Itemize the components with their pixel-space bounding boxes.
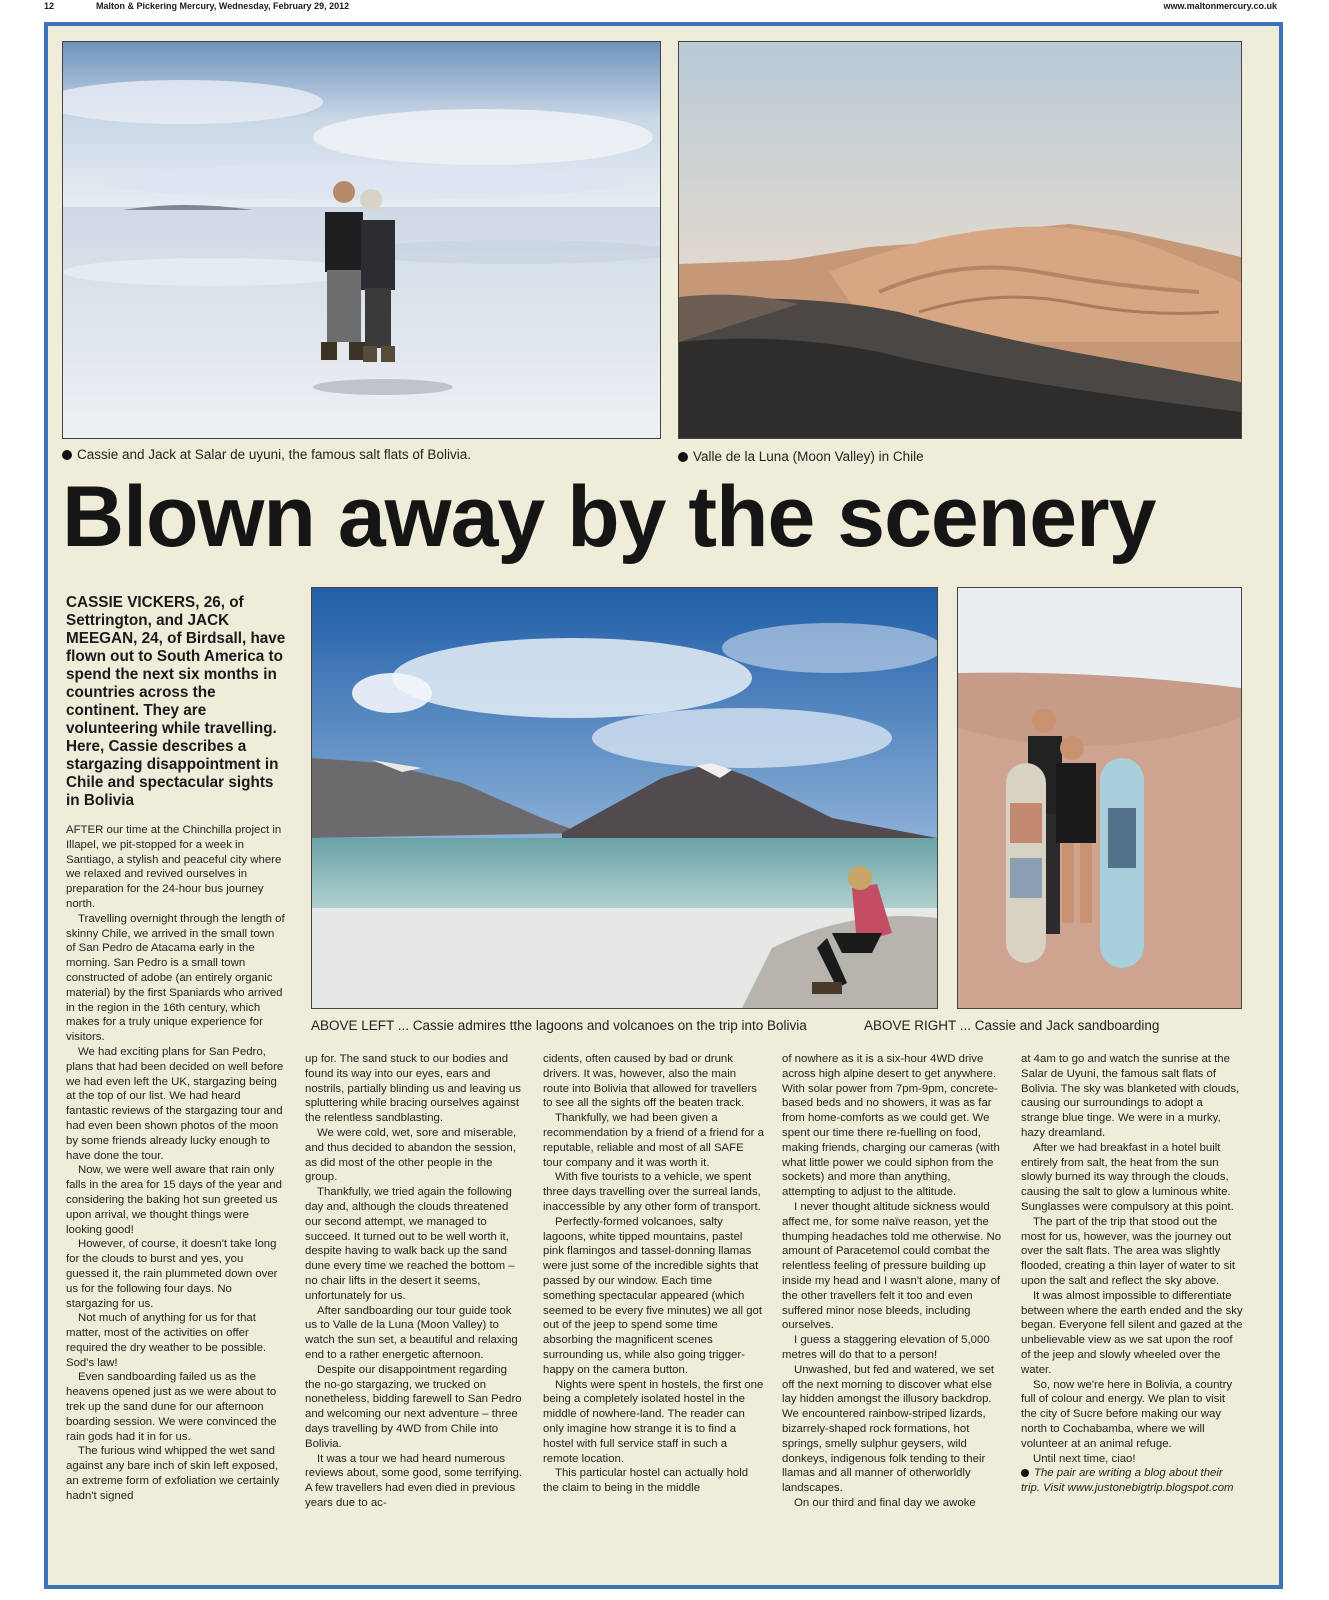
paragraph: cidents, often caused by bad or drunk drivers. It was, however, also the main route into Bolivia that allowed for travellers to see all the sights off the beaten track. bbox=[543, 1053, 757, 1110]
publication-dateline: Malton & Pickering Mercury, Wednesday, February 29, 2012 bbox=[96, 1, 350, 11]
article-column-2 bbox=[305, 1052, 525, 1511]
website-url: www.maltonmercury.co.uk bbox=[1163, 1, 1277, 11]
caption-bullet-icon bbox=[62, 450, 72, 460]
paragraph: up for. The sand stuck to our bodies and found its way into our eyes, ears and nostrils, partially blinding us and leaving us spluttering while bracing ourselves against the relentless sandblasting. bbox=[305, 1053, 521, 1125]
paragraph: The part of the trip that stood out the most for us, however, was the journey out over the salt flats. The area was slightly flooded, creating a thin layer of water to sit upon the salt and reflect the sky above. bbox=[1021, 1215, 1236, 1287]
paragraph: Now, we were well aware that rain only falls in the area for 15 days of the year and considering the baking hot sun greeted us upon arrival, we thought things were looking good! bbox=[66, 1164, 282, 1236]
photo-lagoon-volcano bbox=[311, 587, 938, 1009]
paragraph: It was a tour we had heard numerous reviews about, some good, some terrifying. A few travellers had even died in previous years due to ac- bbox=[305, 1452, 523, 1509]
paragraph: We had exciting plans for San Pedro, plans that had been decided on well before we had even left the UK, stargazing being at the top of our list. We had heard fantastic reviews of the stargazing tour and had even been shown photos of the moon by some friends already lucky enough to have done the tour. bbox=[66, 1045, 284, 1162]
article-column-5 bbox=[1021, 1052, 1243, 1496]
photo-salt-flats bbox=[62, 41, 661, 439]
paragraph: I guess a staggering elevation of 5,000 metres will do that to a person! bbox=[782, 1334, 990, 1361]
paragraph: Travelling overnight through the length of skinny Chile, we arrived in the small town of San Pedro de Atacama early in the morning. San Pedro is a small town constructed of adobe (an entirely organic material) by the first Spaniards who arrived in the region in the 16th century, which makes for a truly unique experience for visitors. bbox=[66, 912, 285, 1044]
paragraph: However, of course, it doesn't take long for the clouds to burst and yes, you guessed it, the rain plummeted down over us for the following four days. No stargazing for us. bbox=[66, 1238, 278, 1310]
paragraph: After we had breakfast in a hotel built entirely from salt, the heat from the sun slowly burned its way through the clouds, causing the salt to glow a luminous white. Sunglasses were compulsory at this point. bbox=[1021, 1141, 1234, 1213]
caption-bullet-icon bbox=[678, 452, 688, 462]
paragraph: Despite our disappointment regarding the no-go stargazing, we trucked on nonetheless, bidding farewell to San Pedro and welcoming our next adventure – three days travelling by 4WD from Chile into Bolivia. bbox=[305, 1363, 522, 1450]
paragraph: Nights were spent in hostels, the first one being a completely isolated hostel in the middle of nowhere-land. The reader can only imagine how strange it is to find a hostel with full service staff in such a remote location. bbox=[543, 1378, 764, 1465]
page-header bbox=[44, 0, 1277, 14]
paragraph: This particular hostel can actually hold the claim to being in the middle bbox=[543, 1467, 749, 1495]
paragraph: Not much of anything for us for that matter, most of the activities on offer required the dry weather to be possible. Sod's law! bbox=[66, 1312, 267, 1369]
blog-bullet-icon bbox=[1021, 1469, 1029, 1477]
caption-sandboarding: ABOVE RIGHT ... Cassie and Jack sandboarding bbox=[864, 1018, 1160, 1033]
photo-moon-valley bbox=[678, 41, 1242, 439]
photo-sandboarding bbox=[957, 587, 1242, 1009]
headline: Blown away by the scenery bbox=[62, 469, 1156, 565]
caption-salt-flats: Cassie and Jack at Salar de uyuni, the famous salt flats of Bolivia. bbox=[62, 447, 471, 462]
standfirst: CASSIE VICKERS, 26, of Settrington, and JACK MEEGAN, 24, of Birdsall, have flown out to South America to spend the next six months in countries across the continent. They are volunteering while travelling. Here, Cassie describes a stargazing disappointment in Chile and spectacular sights in Bolivia bbox=[66, 594, 286, 809]
paragraph: AFTER our time at the Chinchilla project in Illapel, we pit-stopped for a week in Santiago, a stylish and peaceful city where we relaxed and revived ourselves in preparation for the 24-hour bus journey north. bbox=[66, 824, 282, 910]
paragraph: Perfectly-formed volcanoes, salty lagoons, white tipped mountains, pastel pink flamingos and tassel-donning llamas were just some of the incredible sights that passed by our window. Each time something spectacular appeared (which seemed to be every five minutes) we all got out of the jeep to spend some time absorbing the magnificent scenes surrounding us, while also going trigger-happy on the camera button. bbox=[543, 1215, 763, 1376]
paragraph: It was almost impossible to differentiate between where the earth ended and the sky began. Everyone fell silent and gazed at the unbelievable view as we sat upon the roof of the jeep and slowly wheeled over the water. bbox=[1021, 1289, 1243, 1376]
paragraph: After sandboarding our tour guide took us to Valle de la Luna (Moon Valley) to watch the sun set, a beautiful and relaxing end to a rather energetic afternoon. bbox=[305, 1304, 518, 1361]
caption-lagoon-volcano: ABOVE LEFT ... Cassie admires tthe lagoons and volcanoes on the trip into Bolivia bbox=[311, 1018, 807, 1033]
caption-moon-valley: Valle de la Luna (Moon Valley) in Chile bbox=[678, 449, 924, 464]
paragraph: Unwashed, but fed and watered, we set off the next morning to discover what else lay hidden amongst the illusory backdrop. We encountered rainbow-striped lizards, bizarrely-shaped rock formations, hot springs, smelly sulphur geysers, wild donkeys, indigenous folk tending to their llamas and all manner of otherworldly landscapes. bbox=[782, 1363, 995, 1495]
paragraph: of nowhere as it is a six-hour 4WD drive across high alpine desert to get anywhere. With solar power from 7pm-9pm, concrete-based beds and no showers, it was as far from home-comforts as we could get. We spent our time there re-fuelling on food, making friends, charging our cameras (with what little power we could siphon from the sockets) and more than anything, attempting to adjust to the altitude. bbox=[782, 1053, 1000, 1199]
blog-note: The pair are writing a blog about their trip. Visit www.justonebigtrip.blogspot.com bbox=[1021, 1467, 1234, 1495]
paragraph: The furious wind whipped the wet sand against any bare inch of skin left exposed, an extreme form of exfoliation we certainly hadn't signed bbox=[66, 1445, 280, 1502]
article-column-3 bbox=[543, 1052, 765, 1496]
paragraph: Thankfully, we had been given a recommendation by a friend of a friend for a reputable, reliable and most of all SAFE tour company and it was worth it. bbox=[543, 1112, 764, 1169]
paragraph: So, now we're here in Bolivia, a country full of colour and energy. We plan to visit the city of Sucre before making our way north to Cochabamba, where we will volunteer at an animal refuge. bbox=[1021, 1378, 1233, 1450]
page-number: 12 bbox=[44, 1, 55, 11]
article-column-4 bbox=[782, 1052, 1004, 1511]
paragraph: We were cold, wet, sore and miserable, and thus decided to abandon the session, as did most of the other people in the group. bbox=[305, 1126, 517, 1184]
paragraph: With five tourists to a vehicle, we spent three days travelling over the surreal lands, inaccessible by any other form of transport. bbox=[543, 1171, 761, 1213]
paragraph: Thankfully, we tried again the following day and, although the clouds threatened our second attempt, we managed to succeed. It turned out to be well worth it, despite having to walk back up the sand dune every time we reached the bottom – no chair lifts in the desert it seems, unfortunately for us. bbox=[305, 1186, 515, 1302]
article-column-1 bbox=[66, 823, 286, 1504]
paragraph: On our third and final day we awoke bbox=[794, 1496, 976, 1509]
paragraph: Even sandboarding failed us as the heavens opened just as we were about to trek up the sand dune for our afternoon boarding session. We were convinced the rain gods had it in for us. bbox=[66, 1371, 277, 1443]
paragraph: Until next time, ciao! bbox=[1033, 1452, 1136, 1465]
paragraph: I never thought altitude sickness would affect me, for some naïve reason, yet the thumping headaches told me otherwise. No amount of Paracetemol could combat the relentless feeling of pressure building up inside my head and I wasn't alone, many of the other travellers felt it too and even suffered minor nose bleeds, including ourselves. bbox=[782, 1200, 1002, 1332]
paragraph: at 4am to go and watch the sunrise at the Salar de Uyuni, the famous salt flats of Bolivia. The sky was blanketed with clouds, causing our surroundings to adopt a strange blue tinge. We were in a murky, hazy dreamland. bbox=[1021, 1053, 1240, 1139]
